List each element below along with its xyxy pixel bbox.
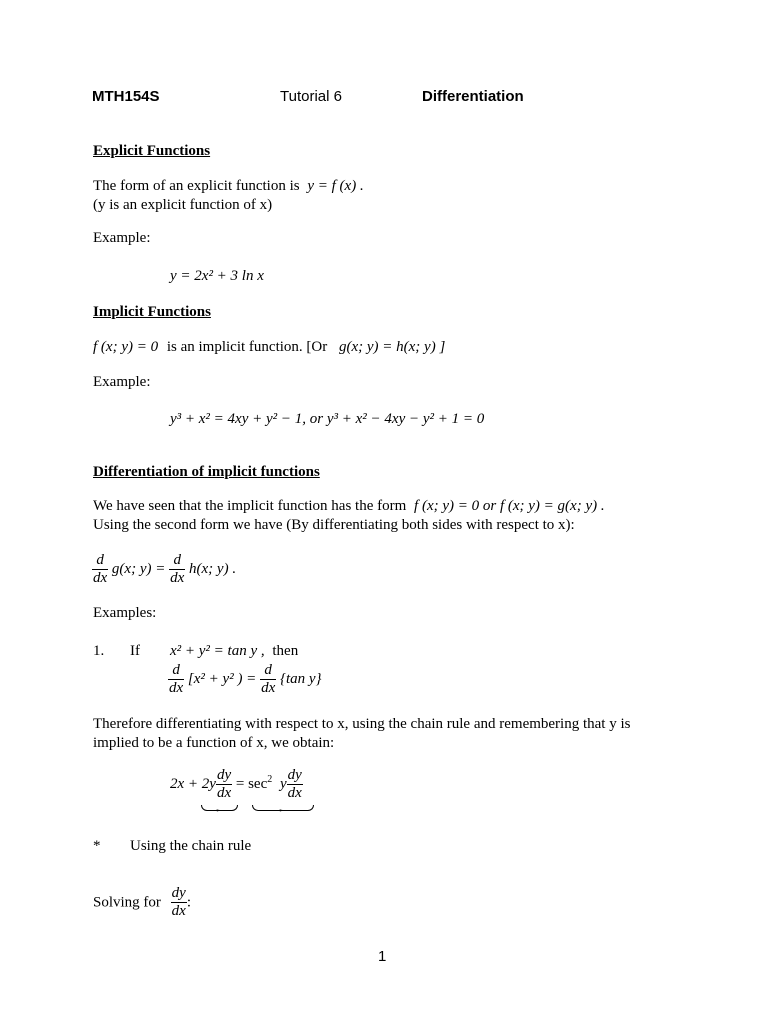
d-dx-fraction: $\frac{d}{dx}$ bbox=[169, 662, 184, 697]
example-given bbox=[170, 643, 298, 660]
dy-dx-fraction: $\frac{dy}{dx}$ bbox=[171, 885, 186, 920]
implicit-definition-text: is an implicit function. [Or bbox=[166, 339, 328, 355]
differentiation-second-form: Using the second form we have (By differentiating both sides with respect to x): bbox=[93, 517, 575, 533]
underbrace-left-star: * bbox=[216, 808, 220, 816]
implicit-example-label: Example: bbox=[93, 374, 151, 390]
implicit-heading: Implicit Functions bbox=[93, 304, 211, 320]
explicit-definition-text: The form of an explicit function is bbox=[93, 178, 300, 194]
example-differentiated-equation bbox=[168, 662, 322, 698]
explicit-example-label: Example: bbox=[93, 230, 151, 246]
sec-term: = sec bbox=[235, 776, 268, 793]
implicit-form-math: f (x; y) = 0 bbox=[93, 339, 159, 355]
dy-dx-fraction: $\frac{dy}{dx}$ bbox=[287, 767, 302, 802]
explicit-heading: Explicit Functions bbox=[93, 143, 211, 159]
examples-label: Examples: bbox=[93, 605, 157, 621]
topic-title: Differentiation bbox=[422, 88, 524, 105]
implicit-definition bbox=[93, 339, 445, 356]
course-code: MTH154S bbox=[92, 88, 160, 105]
solving-for-label: Solving for bbox=[93, 894, 161, 911]
therefore-line-1: Therefore differentiating with respect to x, using the chain rule and remembering that y is bbox=[93, 716, 631, 732]
solving-for-line bbox=[93, 885, 191, 921]
derivative-identity-lhs: g(x; y) = bbox=[111, 561, 166, 578]
underbrace-right-star: * bbox=[279, 808, 283, 816]
example-number: 1. bbox=[93, 643, 105, 659]
dy-dx-fraction: $\frac{dy}{dx}$ bbox=[216, 767, 232, 802]
example-then-label: then bbox=[272, 643, 299, 659]
tutorial-label: Tutorial 6 bbox=[280, 88, 342, 105]
explicit-note: (y is an explicit function of x) bbox=[93, 197, 273, 213]
differentiation-intro-text: We have seen that the implicit function has the form bbox=[93, 498, 407, 514]
d-dx-fraction: $\frac{d}{dx}$ bbox=[170, 552, 185, 587]
implicit-alt-form-math: g(x; y) = h(x; y) ] bbox=[338, 339, 446, 355]
explicit-example-equation: y = 2x² + 3 ln x bbox=[170, 268, 264, 284]
d-dx-fraction: $\frac{d}{dx}$ bbox=[93, 552, 108, 587]
chain-rule-y: y bbox=[279, 776, 287, 793]
footnote-text: Using the chain rule bbox=[130, 838, 252, 854]
example-lhs: [x² + y² ) = bbox=[187, 671, 257, 688]
example-if-label: If bbox=[130, 643, 140, 659]
underbrace-right bbox=[252, 805, 314, 811]
explicit-definition bbox=[93, 178, 364, 195]
derivative-identity-rhs: h(x; y) . bbox=[189, 561, 237, 578]
therefore-line-2: implied to be a function of x, we obtain: bbox=[93, 735, 335, 751]
differentiation-intro bbox=[93, 498, 605, 515]
explicit-form-math: y = f (x) . bbox=[307, 178, 364, 194]
implicit-example-equation: y³ + x² = 4xy + y² − 1, or y³ + x² − 4xy − y² + 1 = 0 bbox=[170, 411, 485, 427]
d-dx-fraction: $\frac{d}{dx}$ bbox=[261, 662, 276, 697]
differentiation-forms-math: f (x; y) = 0 or f (x; y) = g(x; y) . bbox=[414, 498, 605, 514]
footnote-marker: * bbox=[93, 838, 101, 854]
differentiation-heading: Differentiation of implicit functions bbox=[93, 464, 320, 480]
derivative-identity-equation bbox=[92, 552, 236, 588]
example-rhs: {tan y} bbox=[279, 671, 322, 688]
page-number: 1 bbox=[378, 948, 387, 965]
solving-for-colon: : bbox=[186, 894, 192, 911]
chain-rule-equation bbox=[170, 767, 303, 803]
sec-exponent: 2 bbox=[267, 774, 273, 786]
example-given-equation: x² + y² = tan y , bbox=[170, 643, 265, 659]
chain-rule-lhs: 2x + 2y bbox=[170, 776, 216, 793]
